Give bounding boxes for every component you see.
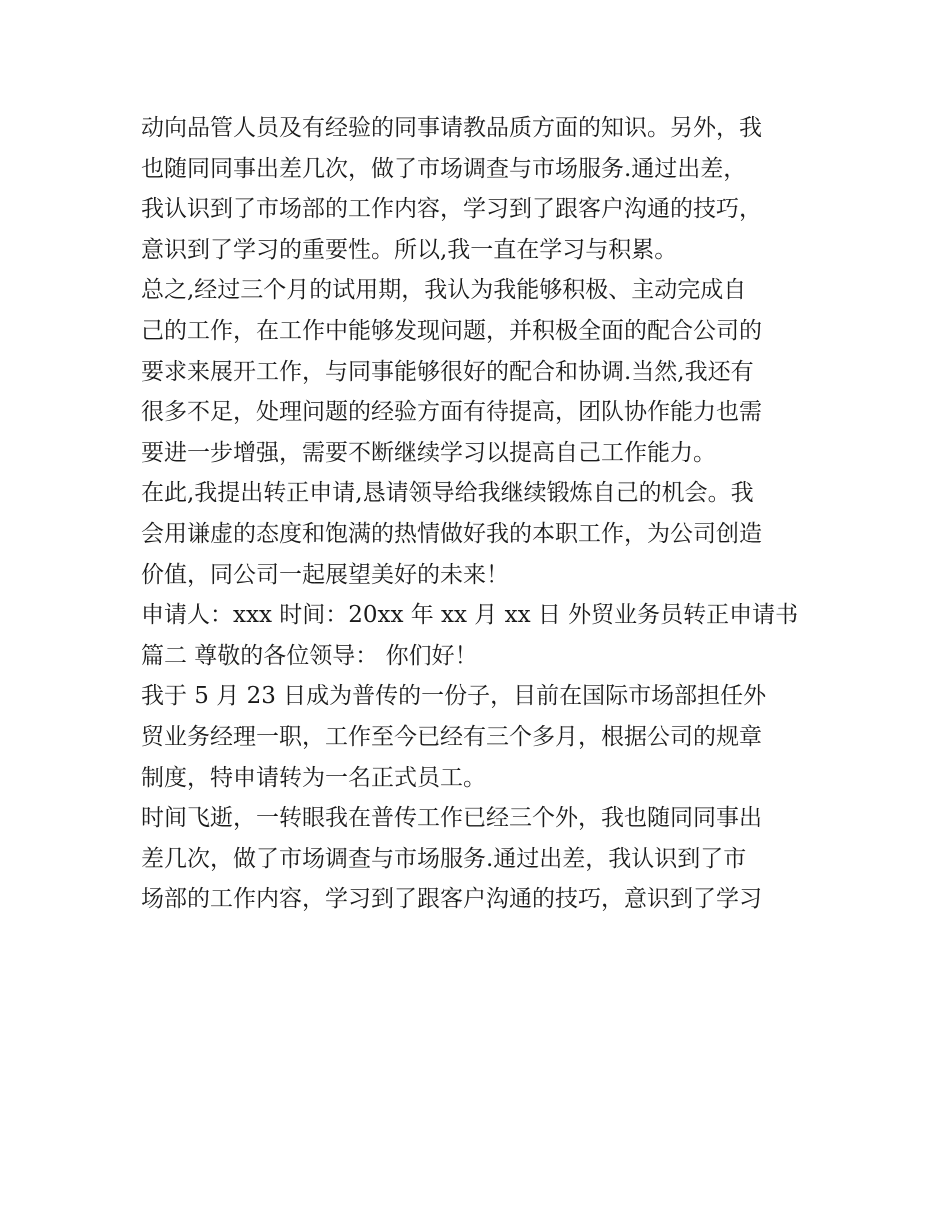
text-line: 会用谦虚的态度和饱满的热情做好我的本职工作，为公司创造: [141, 520, 762, 547]
text-line: 意识到了学习的重要性。所以,我一直在学习与积累。: [141, 236, 678, 263]
text-line: 制度，特申请转为一名正式员工。: [141, 764, 486, 791]
text-line: 我认识到了市场部的工作内容，学习到了跟客户沟通的技巧，: [141, 196, 762, 223]
text-line: 场部的工作内容，学习到了跟客户沟通的技巧，意识到了学习: [141, 886, 762, 913]
text-line: 动向品管人员及有经验的同事请教品质方面的知识。另外，我: [141, 115, 762, 141]
text-line: 要进一步增强，需要不断继续学习以提高自己工作能力。: [141, 439, 716, 466]
text-line: 己的工作，在工作中能够发现问题，并积极全面的配合公司的: [141, 317, 762, 344]
document-body: [141, 108, 813, 920]
text-line: 价值，同公司一起展望美好的未来！: [141, 561, 509, 588]
text-line: 时间飞逝，一转眼我在普传工作已经三个外，我也随同同事出: [141, 805, 762, 832]
text-line: 我于 5 月 23 日成为普传的一份子，目前在国际市场部担任外: [141, 683, 767, 710]
text-line: 在此,我提出转正申请,恳请领导给我继续锻炼自己的机会。我: [141, 480, 754, 507]
text-line: 很多不足，处理问题的经验方面有待提高，团队协作能力也需: [141, 399, 762, 426]
signature-line: 申请人：xxx 时间：20xx 年 xx 月 xx 日 外贸业务员转正申请书: [141, 602, 799, 629]
text-line: 也随同同事出差几次，做了市场调查与市场服务.通过出差，: [141, 155, 747, 182]
text-line: 贸业务经理一职，工作至今已经有三个多月，根据公司的规章: [141, 723, 762, 750]
text-line: 总之,经过三个月的试用期，我认为我能够积极、主动完成自: [141, 277, 747, 304]
text-line: 要求来展开工作，与同事能够很好的配合和协调.当然,我还有: [141, 358, 754, 385]
section-heading: 篇二 尊敬的各位领导： 你们好！: [141, 642, 478, 669]
text-line: 差几次，做了市场调查与市场服务.通过出差，我认识到了市: [141, 845, 747, 872]
